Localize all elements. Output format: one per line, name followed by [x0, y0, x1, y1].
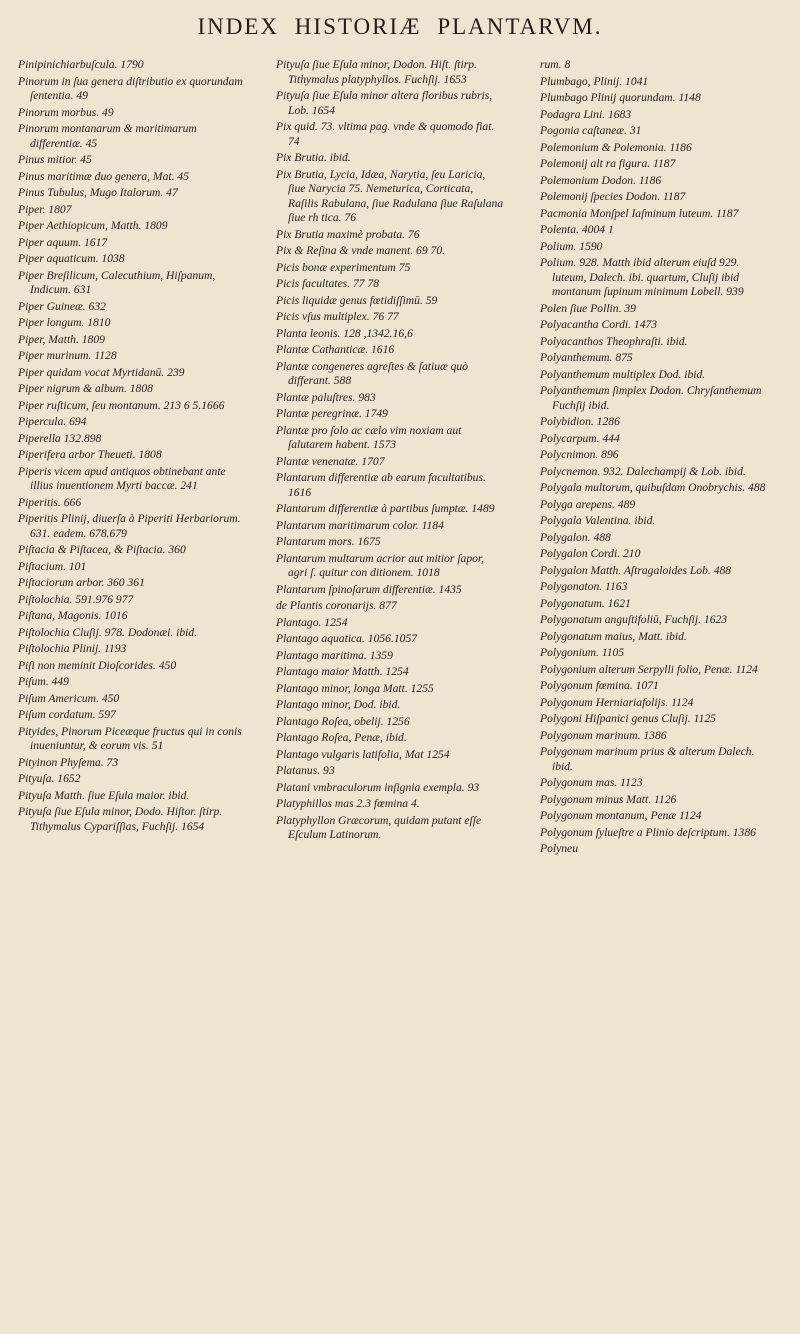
index-entry: Piper aquum. 1617 — [18, 235, 108, 249]
index-entry: Piper aquaticum. 1038 — [18, 252, 125, 265]
index-entry: Piſum Americum. 450 — [18, 691, 120, 705]
index-entry: Polyneu — [540, 842, 578, 855]
index-entry: Piper nigrum & album. 1808 — [18, 382, 153, 395]
index-entry: Plantarum ſpinoſarum differentiæ. 1435 — [276, 582, 462, 596]
index-entry: Plantarum multarum acrior aut mitior ſapor, agri ſ. quitur con ditionem. 1018 — [276, 551, 485, 579]
index-entry: Plantago Roſea, Penæ, ibid. — [276, 731, 407, 744]
index-entry: Plantæ peregrinæ. 1749 — [276, 407, 388, 420]
index-entry: Pacmonia Monſpel Iaſminum luteum. 1187 — [540, 206, 739, 220]
index-entry: Polygonatum anguſtifoliū, Fuchſij. 1623 — [540, 613, 728, 626]
index-entry: Plantæ venenatæ. 1707 — [276, 454, 385, 468]
index-entry: Piper ruſticum, ſeu montanum. 213 6 5.1666 — [18, 398, 225, 412]
index-entry: Platyphyllon Græcorum, quidam putant eſſe Eſculum Latinorum. — [276, 813, 482, 841]
index-entry: Polybidion. 1286 — [540, 415, 620, 428]
index-entry: Piſtolochia Cluſij. 978. Dodonæi. ibid. — [18, 625, 198, 639]
index-entry: Polemonium & Polemonia. 1186 — [540, 140, 692, 154]
header-historiae: HISTORIÆ — [294, 14, 422, 39]
index-entry: Piper longum. 1810 — [18, 316, 111, 329]
index-entry: Pinorum montanarum & maritimarum differentiæ. 45 — [18, 122, 197, 150]
page-header — [0, 14, 800, 40]
index-entry: Piperitis. 666 — [18, 495, 82, 509]
index-entry: Polyanthemum multiplex Dod. ibid. — [540, 367, 706, 381]
index-entry: Platani vmbraculorum inſignia exempla. 93 — [276, 780, 480, 794]
index-entry: Pityuſa. 1652 — [18, 772, 81, 785]
index-entry: Plantæ pro ſolo ac cælo vim noxiam aut ſalutarem habent. 1573 — [276, 423, 462, 451]
index-entry: Pix & Reſina & vnde manent. 69 70. — [276, 244, 446, 257]
index-entry: Polemonium Dodon. 1186 — [540, 173, 662, 187]
index-entry: Polium. 928. Matth ibid alterum eiuſd 929. luteum, Dalech. ibi. quartum, Cluſij ibid montanum ſupinum minimum Lobell. 939 — [540, 256, 744, 298]
index-column-2 — [276, 58, 504, 845]
index-entry: Piperitis Plinij, diuerſa à Piperiti Herbariorum. 631. eadem. 678.679 — [18, 512, 241, 540]
index-entry: Piper. 1807 — [18, 202, 72, 216]
index-entry: Polygonatum maius, Matt. ibid. — [540, 629, 687, 643]
index-entry: Plantarum differentiæ ab earum facultatibus. 1616 — [276, 471, 486, 499]
index-entry: Piper, Matth. 1809 — [18, 332, 105, 346]
index-entry: Polycarpum. 444 — [540, 431, 620, 445]
index-entry: Platyphillos mas 2.3 fœmina 4. — [276, 797, 420, 810]
index-entry: Pix quid. 73. vltima pag. vnde & quomodo fiat. 74 — [276, 120, 495, 148]
index-entry: Piſum cordatum. 597 — [18, 708, 116, 721]
index-entry: Polygalon. 488 — [540, 530, 611, 544]
index-entry: Polygalon Matth. Aſtragaloides Lob. 488 — [540, 563, 732, 577]
index-entry: Pinorum in ſua genera diſtributio ex quorundam ſententia. 49 — [18, 74, 243, 102]
index-entry: Plantago maior Matth. 1254 — [276, 665, 409, 678]
index-entry: Piſum. 449 — [18, 675, 69, 688]
index-entry: Plantago. 1254 — [276, 615, 348, 629]
index-entry: Polygonum mas. 1123 — [540, 776, 643, 789]
index-entry: Polygonum ſylueſtre a Plinio deſcriptum. 1386 — [540, 825, 756, 839]
index-entry: Picis vſus multiplex. 76 77 — [276, 310, 399, 323]
header-plantarum: PLANTARVM. — [437, 14, 603, 39]
index-entry: Pityuſa ſiue Eſula minor, Dodo. Hiſtor. ſtirp. Tithymalus Cypariſſias, Fuchſij. 1654 — [18, 805, 223, 833]
index-entry: Pityides, Pinorum Piceæque fructus qui in conis inueniuntur, & eorum vis. 51 — [18, 724, 242, 752]
index-entry: Polemonij alt ra figura. 1187 — [540, 157, 676, 170]
index-entry: Polyga arepens. 489 — [540, 497, 636, 511]
index-entry: Piper Breſilicum, Calecuthium, Hiſpanum, Indicum. 631 — [18, 268, 216, 296]
index-entry: Polygonaton. 1163 — [540, 580, 628, 593]
index-entry: Picis liquidæ genus fœtidiſſimū. 59 — [276, 293, 438, 307]
index-entry: Piper murinum. 1128 — [18, 349, 117, 362]
index-entry: Plantæ congeneres agreſtes & ſatiuæ quò differant. 588 — [276, 359, 469, 387]
index-entry: Podagra Lini. 1683 — [540, 107, 632, 121]
index-entry: Polygonum marinum. 1386 — [540, 728, 667, 742]
index-entry: Polygonatum. 1621 — [540, 596, 631, 610]
index-entry: Plantago vulgaris latifolia, Mat 1254 — [276, 747, 450, 761]
index-entry: Pix Brutia, Lycia, Idæa, Narytia, ſeu Laricia, ſiue Narycia 75. Nemeturica, Corticata, Raſilis Rabulana, ſiue Radulana ſiue Raſulana ſiue rh tica. 76 — [276, 167, 504, 224]
index-entry: Plantago minor, Dod. ibid. — [276, 698, 401, 711]
index-entry: Piperella 132.898 — [18, 431, 102, 445]
index-entry: Piper Aethiopicum, Matth. 1809 — [18, 219, 168, 232]
index-entry: Plumbago, Plinij. 1041 — [540, 74, 649, 88]
index-column-1 — [18, 58, 246, 836]
index-entry: Plantago maritima. 1359 — [276, 648, 393, 662]
index-entry: Polycnimon. 896 — [540, 448, 619, 461]
index-entry: Picis facultates. 77 78 — [276, 277, 380, 290]
index-entry: Polemonij ſpecies Dodon. 1187 — [540, 190, 686, 203]
index-entry: Piſi non meminit Dioſcorides. 450 — [18, 658, 177, 672]
index-entry: Piper quidam vocat Myrtidanū. 239 — [18, 365, 185, 379]
index-entry: Pinipinichiarbuſcula. 1790 — [18, 58, 144, 71]
index-entry: Pinus Tubulus, Mugo Italorum. 47 — [18, 186, 178, 199]
index-entry: Plantæ paluſtres. 983 — [276, 390, 376, 404]
index-entry: Polium. 1590 — [540, 239, 603, 253]
index-entry: Pinorum morbus. 49 — [18, 105, 114, 119]
index-entry: Polyanthemum. 875 — [540, 351, 633, 364]
index-entry: Piſtacia & Piſtacea, & Piſtacia. 360 — [18, 543, 186, 556]
index-entry: Polygala Valentina. ibid. — [540, 514, 656, 527]
index-entry: Plantæ Cathanticæ. 1616 — [276, 343, 395, 356]
index-entry: Platanus. 93 — [276, 764, 335, 777]
index-entry: Polygonium alterum Serpylli folio, Penæ. 1124 — [540, 662, 758, 676]
header-index: INDEX — [197, 14, 280, 39]
index-entry: Polygonum Herniariafolijs. 1124 — [540, 695, 694, 709]
index-entry: Piſtana, Magonis. 1016 — [18, 609, 128, 622]
index-entry: Polyacantha Cordi. 1473 — [540, 318, 658, 331]
index-entry: Piſtolochia. 591.976 977 — [18, 592, 134, 606]
index-entry: Planta leonis. 128 ,1342.16,6 — [276, 326, 413, 340]
index-entry: Polygala multorum, quibuſdam Onobrychis. 488 — [540, 481, 766, 494]
index-entry: Piſtacium. 101 — [18, 559, 87, 573]
index-entry: Plantarum mors. 1675 — [276, 535, 381, 548]
index-entry: Polygonum marinum prius & alterum Dalech. ibid. — [540, 745, 755, 773]
index-entry: Pinus maritimæ duo genera, Mat. 45 — [18, 169, 190, 183]
index-entry: Plantago aquatica. 1056.1057 — [276, 632, 418, 645]
index-entry: Piſtaciorum arbor. 360 361 — [18, 576, 145, 589]
index-entry: Plantago Roſea, obelij. 1256 — [276, 714, 410, 728]
index-entry: Polyacanthos Theophraſti. ibid. — [540, 334, 688, 348]
index-entry: Pogonia caſtaneæ. 31 — [540, 124, 642, 137]
index-entry: de Plantis coronarijs. 877 — [276, 599, 397, 612]
index-entry: Picis bonæ experimentum 75 — [276, 260, 411, 274]
index-entry: Piper Guineæ. 632 — [18, 299, 106, 313]
index-entry: Polygalon Cordi. 210 — [540, 547, 641, 560]
index-entry: Plumbago Plinij quorundam. 1148 — [540, 91, 701, 104]
index-entry: Polygonum montanum, Penæ 1124 — [540, 809, 702, 822]
index-entry: Piperifera arbor Theueti. 1808 — [18, 448, 162, 461]
index-entry: Pix Brutia maximè probata. 76 — [276, 227, 420, 241]
index-entry: Plantago minor, longa Matt. 1255 — [276, 681, 434, 695]
index-entry: Pityuſa Matth. ſiue Eſula maior. ibid. — [18, 788, 190, 802]
index-entry: Polyanthemum ſimplex Dodon. Chryſanthemum Fuchſij ibid. — [540, 384, 762, 412]
index-entry: Pix Brutia. ibid. — [276, 151, 351, 164]
index-entry: Pityinon Phyſema. 73 — [18, 755, 119, 769]
index-entry: Pityuſa ſiue Eſula minor altera floribus rubris, Lob. 1654 — [276, 89, 493, 117]
index-entry: Piperis vicem apud antiquos obtinebant ante illius inuentionem Myrti baccæ. 241 — [18, 464, 226, 492]
index-entry: Polenta. 4004 1 — [540, 223, 614, 236]
index-entry: Polen ſiue Pollin. 39 — [540, 301, 636, 315]
index-entry: Piſtolochia Plinij. 1193 — [18, 642, 127, 655]
index-entry: Polygonum fœmina. 1071 — [540, 679, 659, 692]
index-entry: Polycnemon. 932. Dalechampij & Lob. ibid. — [540, 464, 746, 478]
index-entry: Pinus mitior. 45 — [18, 153, 92, 166]
index-entry: Polygoni Hiſpanici genus Cluſij. 1125 — [540, 712, 716, 725]
index-entry: Polygonum minus Matt. 1126 — [540, 792, 677, 806]
index-entry: Pityuſa ſiue Eſula minor, Dodon. Hiſt. ſtirp. Tithymalus platyphyllos. Fuchſij. 1653 — [276, 58, 477, 86]
index-entry: Pipercula. 694 — [18, 415, 87, 428]
index-column-3 — [540, 58, 768, 859]
index-entry: Plantarum maritimarum color. 1184 — [276, 518, 444, 532]
index-entry: Plantarum differentiæ à partibus ſumptæ. 1489 — [276, 502, 495, 515]
index-entry: rum. 8 — [540, 58, 571, 71]
index-entry: Polygonium. 1105 — [540, 646, 625, 659]
